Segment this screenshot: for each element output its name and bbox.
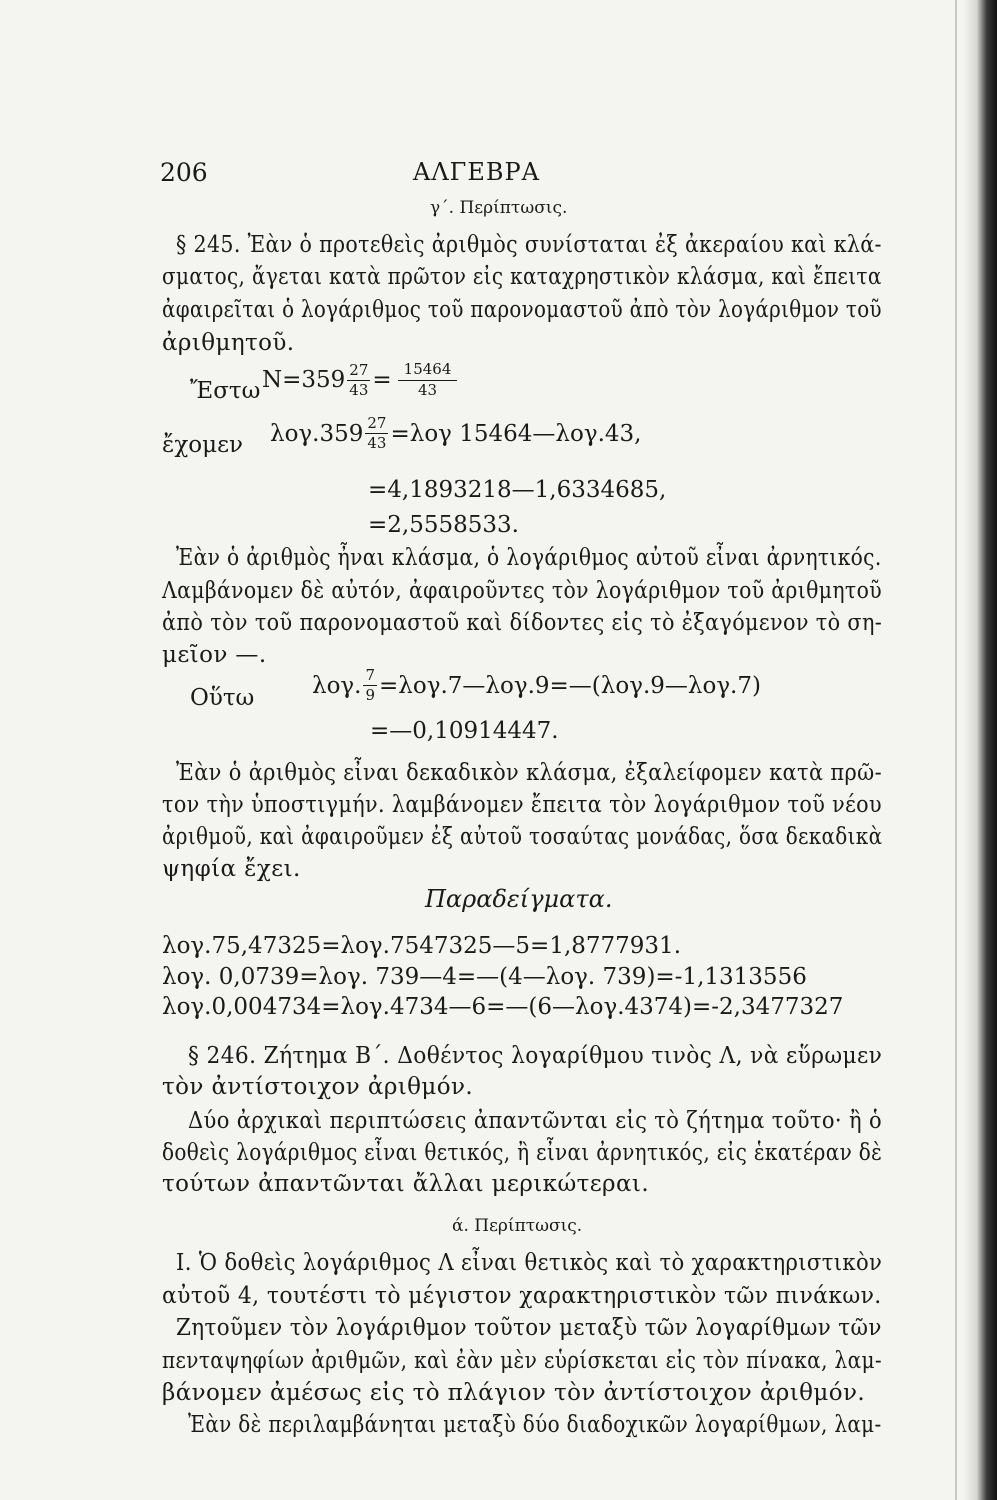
example1-equation — [262, 362, 459, 398]
log-equation-2 — [312, 668, 761, 703]
p-decimal-line-1: Ἐὰν ὁ ἀριθμὸς εἶναι δεκαδικὸν κλάσμα, ἐξαλείφομεν κατὰ πρῶ- — [176, 760, 883, 786]
seven-numerator: 7 — [365, 666, 376, 684]
examples-heading: Παραδείγματα. — [425, 885, 613, 913]
nine-denominator: 9 — [365, 686, 376, 704]
log-rhs: =λογ 15464—λογ.43, — [390, 420, 642, 447]
log-fraction-numerator: 27 — [367, 414, 387, 432]
improper-denominator: 43 — [417, 381, 438, 399]
case-gamma-heading: γ΄. Περίπτωσις. — [430, 198, 568, 218]
log-equation-2-rhs: =λογ.7—λογ.9=—(λογ.9—λογ.7) — [379, 672, 761, 699]
n-equals: N=359 — [262, 367, 346, 393]
log-equation-1 — [270, 416, 641, 451]
improper-fraction — [398, 362, 458, 398]
esto-label: Ἔστω — [190, 378, 261, 404]
p245-line-3: ἀφαιρεῖται ὁ λογάριθμος τοῦ παρονομαστοῦ ἀπὸ τὸν λογάριθμον τοῦ — [162, 297, 882, 323]
p-negative-line-1: Ἐὰν ὁ ἀριθμὸς ἦναι κλάσμα, ὁ λογάριθμος αὐτοῦ εἶναι ἀρνητικός. — [176, 545, 882, 571]
page-number: 206 — [160, 158, 208, 187]
p-two-cases-line-3: τούτων ἀπαντῶνται ἄλλαι μερικώτεραι. — [162, 1171, 650, 1197]
example-row-3: λογ.0,004734=λογ.4734—6=—(6—λογ.4374)=-2,3477327 — [162, 994, 844, 1020]
p-negative-line-2: Λαμβάνομεν δὲ αὐτόν, ἀφαιροῦντες τὸν λογάριθμον τοῦ ἀριθμητοῦ — [162, 578, 882, 604]
p-case1-line-5: βάνομεν ἀμέσως εἰς τὸ πλάγιον τὸν ἀντίστοιχον ἀριθμόν. — [162, 1380, 866, 1406]
fraction-denominator: 43 — [349, 380, 369, 399]
p-case1-line-6: Ἐὰν δὲ περιλαμβάνηται μεταξὺ δύο διαδοχικῶν λογαρίθμων, λαμ- — [188, 1412, 882, 1438]
p-negative-line-4: μεῖον —. — [162, 642, 267, 668]
seven-ninths-fraction — [363, 668, 377, 703]
p-case1-line-3: Ζητοῦμεν τὸν λογάριθμον τοῦτον μεταξὺ τῶν λογαρίθμων τῶν — [176, 1315, 882, 1341]
p246-line-1: § 246. Ζήτημα Β΄. Δοθέντος λογαρίθμου τινὸς Λ, νὰ εὕρωμεν — [188, 1043, 883, 1069]
houto-label: Οὕτω — [190, 685, 255, 711]
p245-line-4: ἀριθμητοῦ. — [162, 330, 295, 356]
equals-sign: = — [372, 367, 392, 393]
log-equation-line-3: =2,5558533. — [368, 512, 519, 538]
fraction-numerator: 27 — [349, 360, 369, 379]
p-decimal-line-4: ψηφία ἔχει. — [162, 856, 301, 882]
p-decimal-line-3: ἀριθμοῦ, καὶ ἀφαιροῦμεν ἐξ αὐτοῦ τοσαύτας μονάδας, ὅσα δεκαδικὰ — [162, 824, 883, 850]
p-case1-line-2: αὐτοῦ 4, τουτέστι τὸ μέγιστον χαρακτηριστικὸν τῶν πινάκων. — [162, 1283, 882, 1309]
page-edge-line — [955, 0, 957, 1500]
p-decimal-line-2: τον τὴν ὑποστιγμήν. λαμβάνομεν ἔπειτα τὸν λογάριθμον τοῦ νέου — [162, 792, 882, 818]
example-row-1: λογ.75,47325=λογ.7547325—5=1,8777931. — [162, 933, 682, 959]
p246-line-2: τὸν ἀντίστοιχον ἀριθμόν. — [162, 1074, 474, 1100]
log-equation-line-2: =4,1893218—1,6334685, — [368, 477, 667, 503]
page-edge-shadow — [963, 0, 997, 1500]
running-title: ΑΛΓΕΒΡΑ — [413, 158, 540, 186]
p245-line-2: σματος, ἄγεται κατὰ πρῶτον εἰς καταχρηστικὸν κλάσμα, καὶ ἔπειτα — [162, 264, 882, 290]
p-case1-line-4: πενταψηφίων ἀριθμῶν, καὶ ἐὰν μὲν εὑρίσκεται εἰς τὸν πίνακα, λαμ- — [162, 1348, 883, 1374]
log-equation-2-line-2: =—0,10914447. — [370, 718, 559, 744]
p245-line-1: § 245. Ἐὰν ὁ προτεθεὶς ἀριθμὸς συνίσταται ἐξ ἀκεραίου καὶ κλά- — [176, 232, 882, 258]
example-row-2: λογ. 0,0739=λογ. 739—4=—(4—λογ. 739)=-1,1313556 — [162, 964, 807, 990]
echomen-label: ἔχομεν — [162, 432, 243, 458]
p-case1-line-1: I. Ὁ δοθεὶς λογάριθμος Λ εἶναι θετικὸς καὶ τὸ χαρακτηριστικὸν — [176, 1250, 883, 1276]
log-fraction-denominator: 43 — [367, 434, 387, 452]
log-fraction — [365, 416, 388, 451]
improper-numerator: 15464 — [398, 362, 458, 381]
p-two-cases-line-1: Δύο ἀρχικαὶ περιπτώσεις ἀπαντῶνται εἰς τὸ ζήτημα τοῦτο· ἢ ὁ — [188, 1108, 883, 1134]
log-word: λογ. — [312, 672, 362, 699]
p-negative-line-3: ἀπὸ τὸν τοῦ παρονομαστοῦ καὶ δίδοντες εἰς τὸ ἐξαγόμενον τὸ ση- — [162, 610, 883, 636]
case-alpha-heading: ά. Περίπτωσις. — [452, 1216, 583, 1236]
log-prefix: λογ.359 — [270, 420, 364, 447]
mixed-fraction — [347, 360, 370, 399]
p-two-cases-line-2: δοθεὶς λογάριθμος εἶναι θετικός, ἢ εἶναι ἀρνητικός, εἰς ἑκατέραν δὲ — [162, 1140, 883, 1166]
